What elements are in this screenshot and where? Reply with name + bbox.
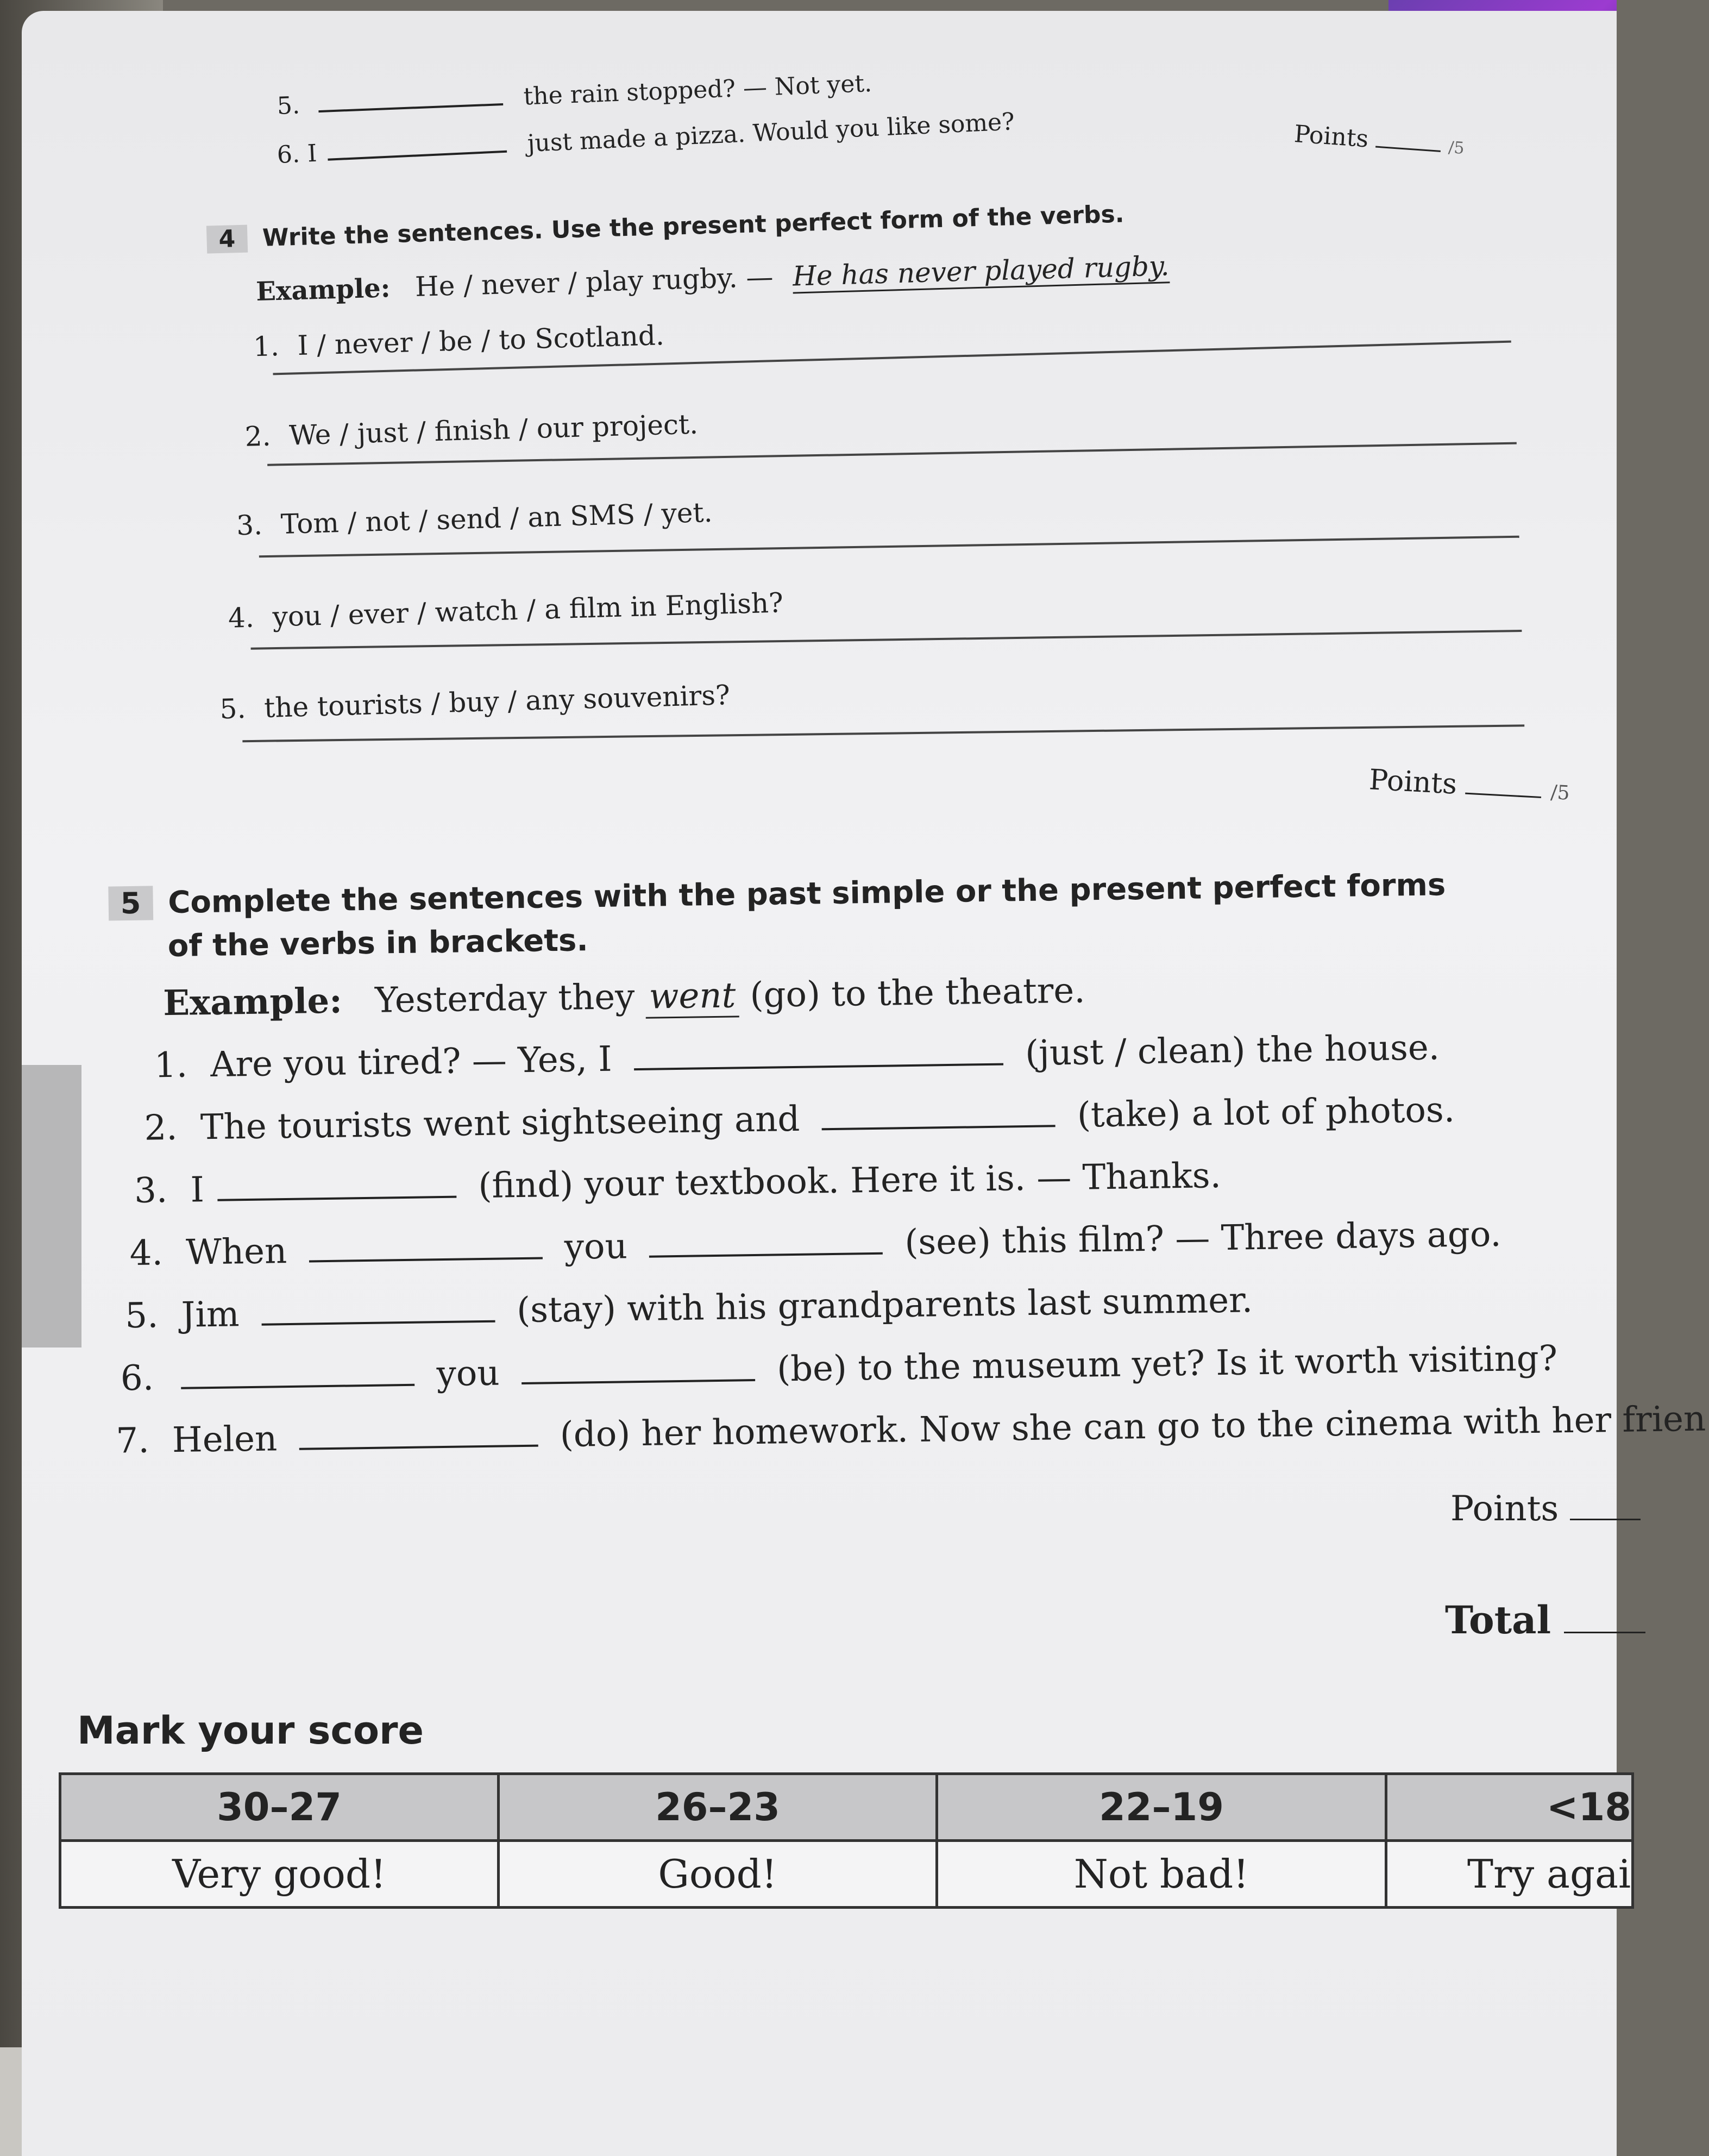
section-instruction: Complete the sentences with the past simple or the present perfect forms (167, 867, 1446, 921)
item-number: 6. (276, 140, 301, 169)
item-number: 4. (129, 1233, 164, 1274)
item-text-a: I (190, 1170, 205, 1211)
example-answer: went (645, 975, 739, 1018)
item-text-pre: I (306, 139, 318, 168)
section-number: 4 (206, 225, 248, 254)
item-number: 1. (253, 330, 280, 363)
points-label: Points (1293, 120, 1369, 153)
item-number: 5. (124, 1295, 159, 1337)
section-4 (16, 0, 1635, 886)
section-instruction: Write the sentences. Use the present perfect form of the verbs. (262, 200, 1125, 252)
item-number: 3. (134, 1170, 168, 1211)
item-text: We / just / finish / our project. (288, 408, 699, 452)
score-rating: Not bad! (937, 1841, 1386, 1908)
item-text-a: Are you tired? — Yes, I (210, 1039, 613, 1085)
item-text-b: (find) your textbook. Here it is. — Thanks. (477, 1156, 1222, 1207)
item-number: 5. (219, 693, 247, 725)
score-rating: Try agai (1386, 1841, 1633, 1908)
s4-item-2 (244, 409, 699, 453)
item-text-a: Helen (172, 1419, 278, 1461)
item-number: 2. (144, 1107, 178, 1149)
s5-item-6 (120, 1338, 1557, 1399)
item-text-a: Jim (181, 1294, 240, 1336)
example-answer: He has never played rugby. (792, 250, 1170, 293)
item-text-mid: you (436, 1353, 500, 1395)
item-text: the rain stopped? — Not yet. (523, 69, 872, 111)
item-text-a: When (185, 1231, 287, 1273)
answer-blank[interactable] (634, 1063, 1003, 1070)
section-5-example (163, 970, 1085, 1024)
s5-item-2 (144, 1090, 1455, 1149)
item-text: I / never / be / to Scotland. (297, 319, 665, 362)
section-5-heading (108, 867, 1446, 921)
section-5-points (1450, 1489, 1641, 1529)
example-label: Example: (162, 980, 343, 1024)
score-rating: Good! (499, 1841, 937, 1908)
item-text: Tom / not / send / an SMS / yet. (280, 496, 713, 541)
total-score (1445, 1597, 1645, 1643)
points-blank[interactable] (1466, 793, 1542, 798)
score-range: <18 (1386, 1774, 1633, 1841)
section-5 (21, 838, 1706, 1675)
item-text-b: (do) her homework. Now she can go to the cinema with her frien (560, 1399, 1706, 1456)
item-number: 7. (116, 1420, 150, 1462)
item-number: 6. (120, 1358, 154, 1399)
points-max: /5 (1448, 137, 1465, 158)
answer-blank[interactable] (261, 1320, 495, 1326)
item-text: the tourists / buy / any souvenirs? (263, 679, 731, 724)
item-text-b: (stay) with his grandparents last summer. (516, 1280, 1253, 1331)
item-number: 1. (154, 1045, 188, 1086)
section-instruction-line2: of the verbs in brackets. (167, 923, 589, 964)
answer-blank[interactable] (217, 1196, 456, 1201)
section-4-example (255, 250, 1170, 307)
example-pre: Yesterday they (374, 977, 635, 1021)
score-rating: Very good! (60, 1841, 499, 1908)
answer-blank[interactable] (522, 1379, 755, 1384)
score-range: 30–27 (60, 1774, 499, 1841)
points-blank[interactable] (1570, 1519, 1641, 1520)
item-text-a: The tourists went sightseeing and (200, 1099, 800, 1148)
answer-line-4[interactable] (251, 630, 1522, 650)
score-range: 22–19 (937, 1774, 1386, 1841)
item-text-b: (take) a lot of photos. (1077, 1089, 1455, 1136)
s4-item-1 (253, 319, 664, 362)
score-range-row (60, 1774, 1633, 1841)
s5-item-7 (116, 1399, 1706, 1462)
score-table (59, 1772, 1634, 1909)
item-text-b: (be) to the museum yet? Is it worth visiting? (776, 1338, 1558, 1390)
example-label: Example: (255, 273, 391, 308)
total-blank[interactable] (1564, 1632, 1645, 1633)
section-4-heading (206, 197, 1124, 254)
s4-item-4 (228, 587, 783, 634)
item-number: 2. (244, 420, 272, 453)
score-title: Mark your score (77, 1708, 424, 1753)
s5-item-5 (125, 1280, 1253, 1336)
answer-blank[interactable] (181, 1384, 415, 1389)
item-number: 5. (277, 91, 300, 120)
score-range: 26–23 (499, 1774, 937, 1841)
s5-item-3 (134, 1156, 1222, 1211)
score-rating-row (60, 1841, 1633, 1908)
answer-blank[interactable] (649, 1252, 883, 1258)
item-text-mid: you (564, 1226, 628, 1268)
example-post: (go) to the theatre. (750, 970, 1086, 1016)
item-number: 4. (228, 601, 255, 634)
item-text-b: (just / clean) the house. (1025, 1027, 1440, 1074)
points-max: /5 (1550, 781, 1570, 805)
item-number: 3. (236, 509, 263, 542)
answer-line-5[interactable] (242, 724, 1524, 742)
s4-item-3 (236, 497, 713, 541)
item-text: you / ever / watch / a film in English? (272, 587, 784, 633)
answer-blank[interactable] (822, 1125, 1055, 1130)
points-label: Points (1450, 1489, 1559, 1529)
answer-line-3[interactable] (259, 536, 1519, 557)
item-text: just made a pizza. Would you like some? (526, 108, 1015, 158)
s5-item-1 (154, 1027, 1440, 1086)
points-label: Points (1368, 763, 1458, 801)
section-number: 5 (108, 886, 153, 920)
total-label: Total (1445, 1597, 1551, 1643)
s4-item-5 (219, 679, 731, 725)
item-text-b: (see) this film? — Three days ago. (904, 1214, 1502, 1263)
s5-item-4 (129, 1214, 1501, 1274)
answer-blank[interactable] (299, 1445, 538, 1450)
example-prompt: He / never / play rugby. — (414, 261, 774, 303)
answer-blank[interactable] (309, 1257, 543, 1262)
